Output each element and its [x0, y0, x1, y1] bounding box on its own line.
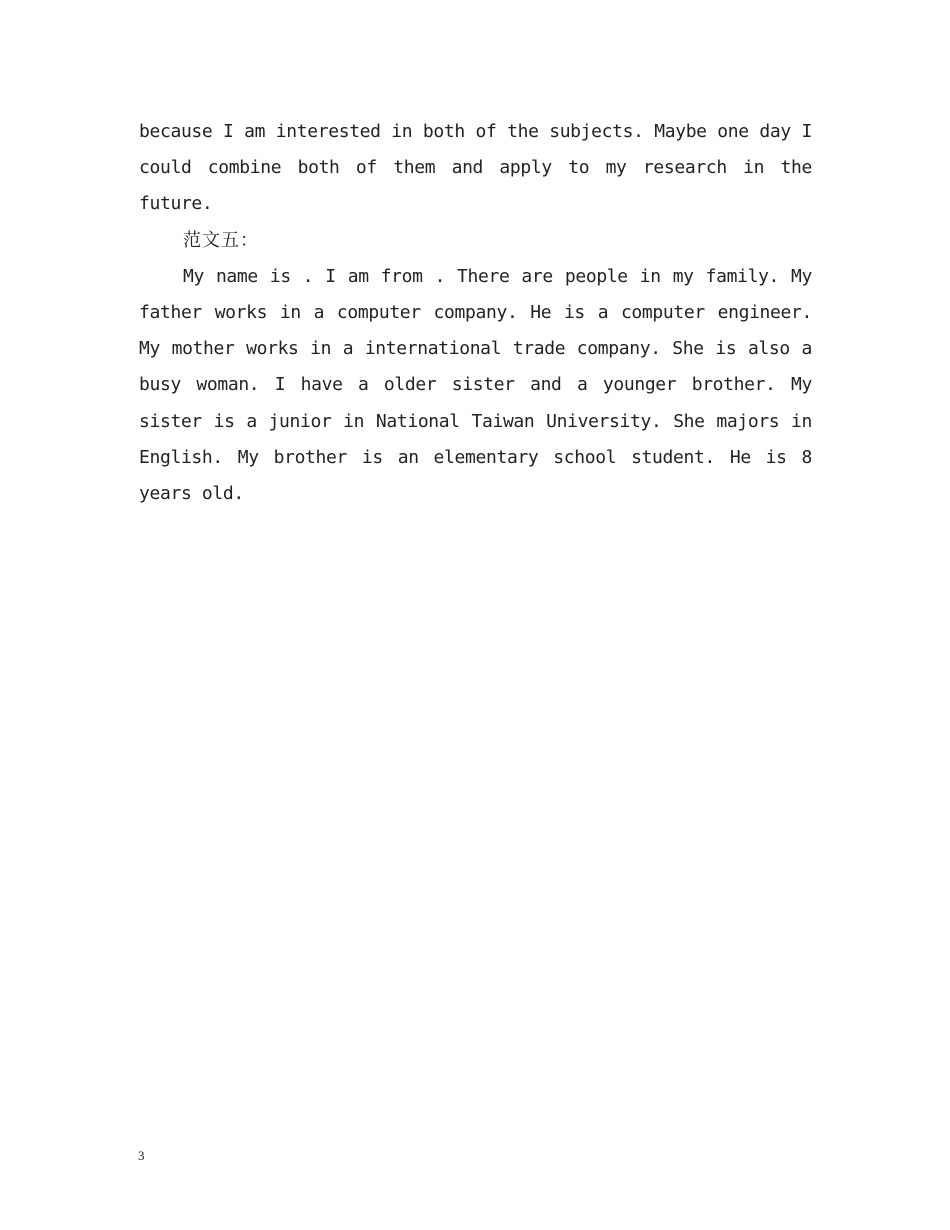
section-heading: 范文五： [183, 229, 259, 251]
page-number: 3 [138, 1148, 145, 1163]
paragraph-family-intro: My name is . I am from . There are people in my family. My father works in a computer company. He is a computer engineer. My mother works in a international trade company. She is also a busy woman. I have a older sister and a younger brother. My sister is a junior in National Taiwan University. She majors in English. My brother is an elementary school student. He is 8 years old. [139, 265, 812, 505]
paragraph-continuation: because I am interested in both of the subjects. Maybe one day I could combine both of them and apply to my research in the future. [139, 121, 812, 215]
document-body [139, 114, 812, 512]
